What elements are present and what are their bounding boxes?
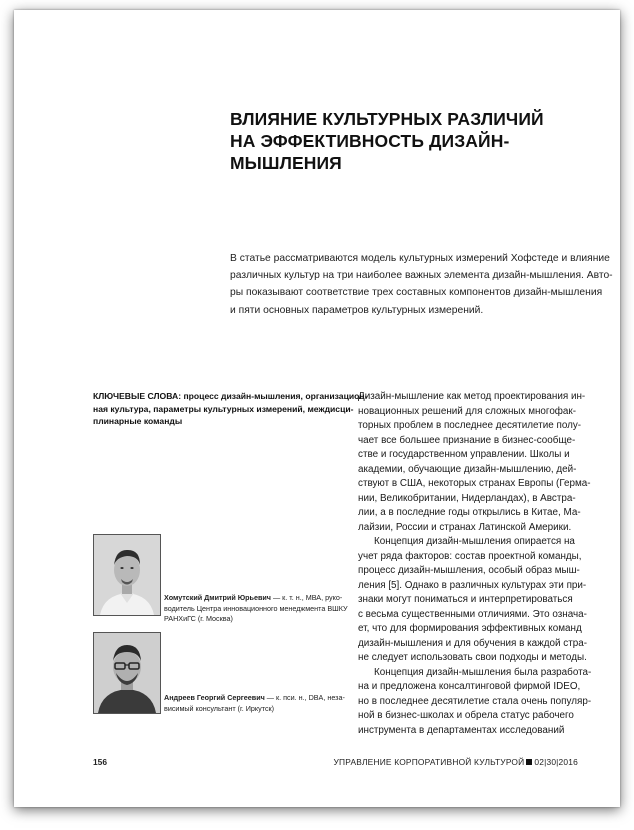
body-line: лайзии, России и странах Латинской Америки.: [358, 521, 572, 533]
author-photo: [93, 534, 161, 616]
body-line: нии, Великобритании, Нидерландах), в Австра-: [358, 492, 576, 504]
body-line: Концепция дизайн-мышления была разработа-: [374, 666, 592, 678]
keywords: [93, 390, 368, 428]
keywords-line: КЛЮЧЕВЫЕ СЛОВА: процесс дизайн-мышления, организацион-: [93, 391, 368, 401]
author-details: РАНХиГС (г. Москва): [164, 614, 233, 623]
author-portrait-icon: [94, 633, 160, 713]
author-portrait-icon: [94, 535, 160, 615]
body-line: Концепция дизайн-мышления опирается на: [374, 536, 575, 547]
body-line: но в последнее десятилетие стала очень популяр-: [358, 695, 592, 707]
title-line: НА ЭФФЕКТИВНОСТЬ ДИЗАЙН-МЫШЛЕНИЯ: [230, 131, 510, 173]
body-line: стве и государственном управлении. Школы и: [358, 449, 570, 460]
body-line: ет, что для формирования эффективных команд: [358, 623, 582, 634]
author-details: — к. пси. н., DBA, неза-: [264, 693, 345, 702]
author-photo: [93, 632, 161, 714]
journal-name: УПРАВЛЕНИЕ КОРПОРАТИВНОЙ КУЛЬТУРОЙ: [333, 757, 525, 767]
author-name: Андреев Георгий Сергеевич: [164, 693, 265, 702]
body-line: дизайн-мышления и для обучения в каждой стра-: [358, 637, 587, 649]
author-info: [164, 693, 345, 714]
body-line: на и предложена консалтинговой фирмой IDEO,: [358, 681, 581, 692]
body-line: ствуют в США, некоторых странах Европы (Герма-: [358, 478, 591, 489]
author-name: Хомутский Дмитрий Юрьевич: [164, 593, 271, 602]
body-line: лии, а в последние годы открылись в Китае, Ма-: [358, 507, 581, 518]
author-info: [164, 593, 348, 625]
title-line: ВЛИЯНИЕ КУЛЬТУРНЫХ РАЗЛИЧИЙ: [230, 109, 544, 129]
keywords-line: ная культура, параметры культурных измерений, междисци-: [93, 403, 354, 414]
author-details: висимый консультант (г. Иркутск): [164, 703, 275, 713]
journal-page: [14, 10, 620, 807]
author-details: — к. т. н., МВА, руко-: [270, 593, 343, 602]
issue-number: 02|30|2016: [534, 757, 578, 767]
body-line: чает все большее признание в бизнес-сообще-: [358, 434, 576, 446]
abstract-line: и пяти основных параметров культурных измерений.: [230, 304, 484, 316]
body-line: академии, обучающие дизайн-мышлению, дей-: [358, 463, 577, 475]
body-line: процесс дизайн-мышления, особый образ мыш-: [358, 565, 580, 576]
body-line: инструмента в департаментах исследований: [358, 724, 565, 736]
article-body: [358, 390, 608, 738]
abstract-line: различных культур на три наиболее важных элемента дизайн-мышления. Авто-: [230, 270, 613, 282]
keywords-line: плинарные команды: [93, 416, 183, 426]
abstract-line: В статье рассматриваются модель культурных измерений Хофстеде и влияние: [230, 253, 610, 264]
body-line: знаки могут пониматься и интерпретироваться: [358, 594, 573, 605]
page-number: 156: [93, 757, 107, 767]
body-line: ления [5]. Однако в различных культурах эти при-: [358, 579, 587, 591]
body-line: не следует использовать свои подходы и методы.: [358, 652, 587, 663]
body-line: ной в бизнес-школах и обрела статус рабочего: [358, 710, 574, 721]
author-details: водитель Центра инновационного менеджмента ВШКУ: [164, 603, 348, 613]
article-title: [230, 108, 610, 174]
article-abstract: [230, 250, 613, 319]
body-line: Дизайн-мышление как метод проектирования ин-: [358, 391, 586, 402]
body-line: учет ряда факторов: состав проектной команды,: [358, 550, 582, 562]
body-line: с весьма существенными отличиями. Это означа-: [358, 608, 587, 620]
body-line: торных проблем в последнее десятилетие полу-: [358, 420, 582, 431]
body-line: новационных решений для сложных многофак-: [358, 405, 577, 417]
square-separator-icon: [526, 759, 532, 765]
abstract-line: ры показывают соответствие трех составных компонентов дизайн-мышления: [230, 287, 603, 299]
journal-footer: [334, 757, 578, 767]
